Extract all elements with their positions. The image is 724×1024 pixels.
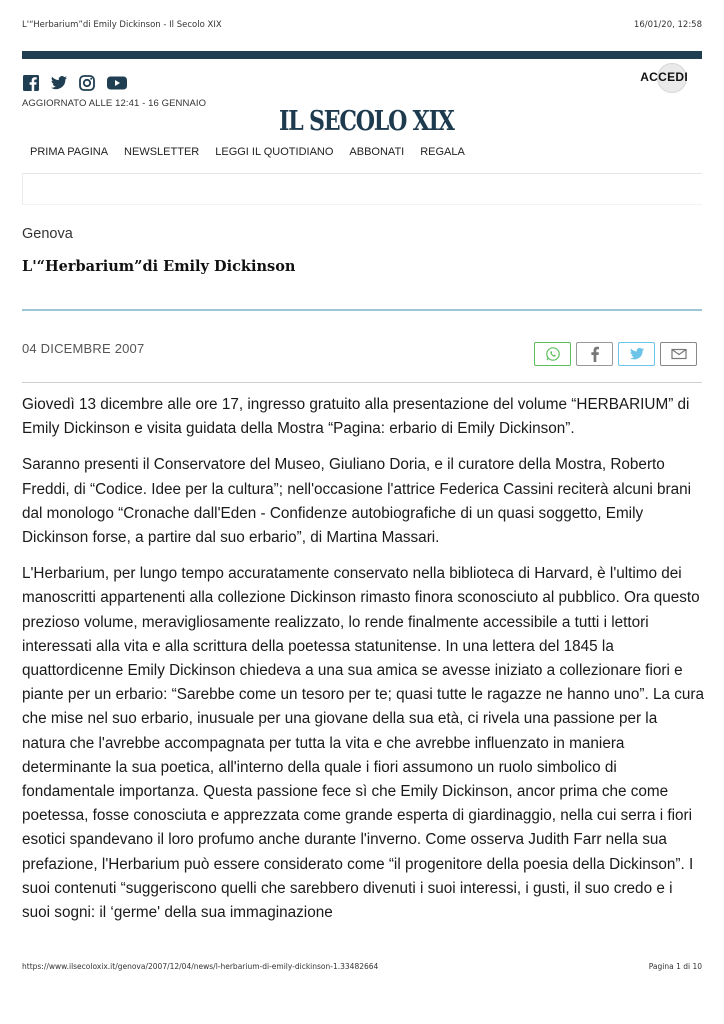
meta-divider <box>22 382 702 383</box>
article-section-link[interactable]: Genova <box>22 226 73 242</box>
share-whatsapp-button[interactable] <box>534 342 571 366</box>
print-header <box>22 20 702 34</box>
share-buttons <box>534 342 697 366</box>
nav-item-regala[interactable]: REGALA <box>420 146 465 158</box>
article-body <box>22 393 704 937</box>
print-page-title: L'“Herbarium”di Emily Dickinson - Il Secolo XIX <box>22 20 222 30</box>
mail-icon <box>671 348 687 360</box>
nav-item-abbonati[interactable]: ABBONATI <box>349 146 405 158</box>
share-twitter-button[interactable] <box>618 342 655 366</box>
whatsapp-icon <box>545 346 561 362</box>
ad-placeholder <box>22 173 702 205</box>
title-divider <box>22 309 702 311</box>
print-page-number: Pagina 1 di 10 <box>648 962 702 971</box>
site-logo[interactable]: IL SECOLO XIX <box>279 106 454 137</box>
update-timestamp: AGGIORNATO ALLE 12:41 - 16 GENNAIO <box>22 98 207 109</box>
top-brand-bar <box>22 51 702 59</box>
login-button[interactable]: ACCEDI <box>640 70 688 84</box>
youtube-icon[interactable] <box>106 74 128 92</box>
print-datetime: 16/01/20, 12:58 <box>633 20 702 30</box>
main-nav <box>30 146 481 158</box>
facebook-share-icon <box>590 346 600 362</box>
social-links <box>22 74 128 92</box>
facebook-icon[interactable] <box>22 74 40 92</box>
nav-item-prima-pagina[interactable]: PRIMA PAGINA <box>30 146 109 158</box>
nav-item-newsletter[interactable]: NEWSLETTER <box>124 146 200 158</box>
article-paragraph: L'Herbarium, per lungo tempo accuratamente conservato nella biblioteca di Harvard, è l'ultimo dei manoscritti appartenenti alla collezione Dickinson rimasto finora sconosciuto al pubblico. Ora questo prezioso volume, meravigliosamente realizzato, lo rende finalmente accessibile a tutti i lettori interessati alla vita e alla scrittura della poetessa statunitense. In una lettera del 1845 la quattordicenne Emily Dickinson chiedeva a una sua amica se avesse iniziato a collezionare fiori e piante per un erbario: “Sarebbe come un tesoro per te; quasi tutte le ragazze ne hanno uno”. La cura che mise nel suo erbario, inusuale per una giovane della sua età, ci rivela una passione per la natura che l'avrebbe accompagnata per tutta la vita e che avrebbe influenzato in maniera determinante la sua poetica, all'interno della quale i fiori assumono un ruolo simbolico di fondamentale importanza. Questa passione fece sì che Emily Dickinson, ancor prima che come poetessa, fosse conosciuta e apprezzata come grande esperta di giardinaggio, nella cui serra i fiori esotici spandevano il loro profumo anche durante l'inverno. Come osserva Judith Farr nella sua prefazione, l'Herbarium può essere considerato come “il progenitore della poesia della Dickinson”. I suoi contenuti “suggeriscono quelli che sarebbero divenuti i suoi interessi, i gusti, il suo credo e i suoi sogni: il ‘germe' della sua immaginazione <box>22 565 704 922</box>
article-paragraph: Saranno presenti il Conservatore del Museo, Giuliano Doria, e il curatore della Mostra, Roberto Freddi, di “Codice. Idee per la cultura”; nell'occasione l'attrice Federica Cassini reciterà alcuni brani dal monologo “Cronache dall'Eden - Confidenze autobiografiche di un quasi soggetto, Emily Dickinson forse, a partire dal suo erbario”, di Martina Massari. <box>22 456 692 547</box>
article-paragraph: Giovedì 13 dicembre alle ore 17, ingresso gratuito alla presentazione del volume “HERBARIUM” di Emily Dickinson e visita guidata della Mostra “Pagina: erbario di Emily Dickinson”. <box>22 396 690 438</box>
share-mail-button[interactable] <box>660 342 697 366</box>
twitter-share-icon <box>629 347 645 361</box>
twitter-icon[interactable] <box>50 74 68 92</box>
instagram-icon[interactable] <box>78 74 96 92</box>
print-footer <box>22 962 702 976</box>
print-url: https://www.ilsecoloxix.it/genova/2007/12/04/news/l-herbarium-di-emily-dickinson-1.33482664 <box>22 962 379 971</box>
share-facebook-button[interactable] <box>576 342 613 366</box>
nav-item-leggi-quotidiano[interactable]: LEGGI IL QUOTIDIANO <box>215 146 334 158</box>
article-date: 04 DICEMBRE 2007 <box>22 341 145 356</box>
article-title: L'“Herbarium”di Emily Dickinson <box>22 258 296 275</box>
